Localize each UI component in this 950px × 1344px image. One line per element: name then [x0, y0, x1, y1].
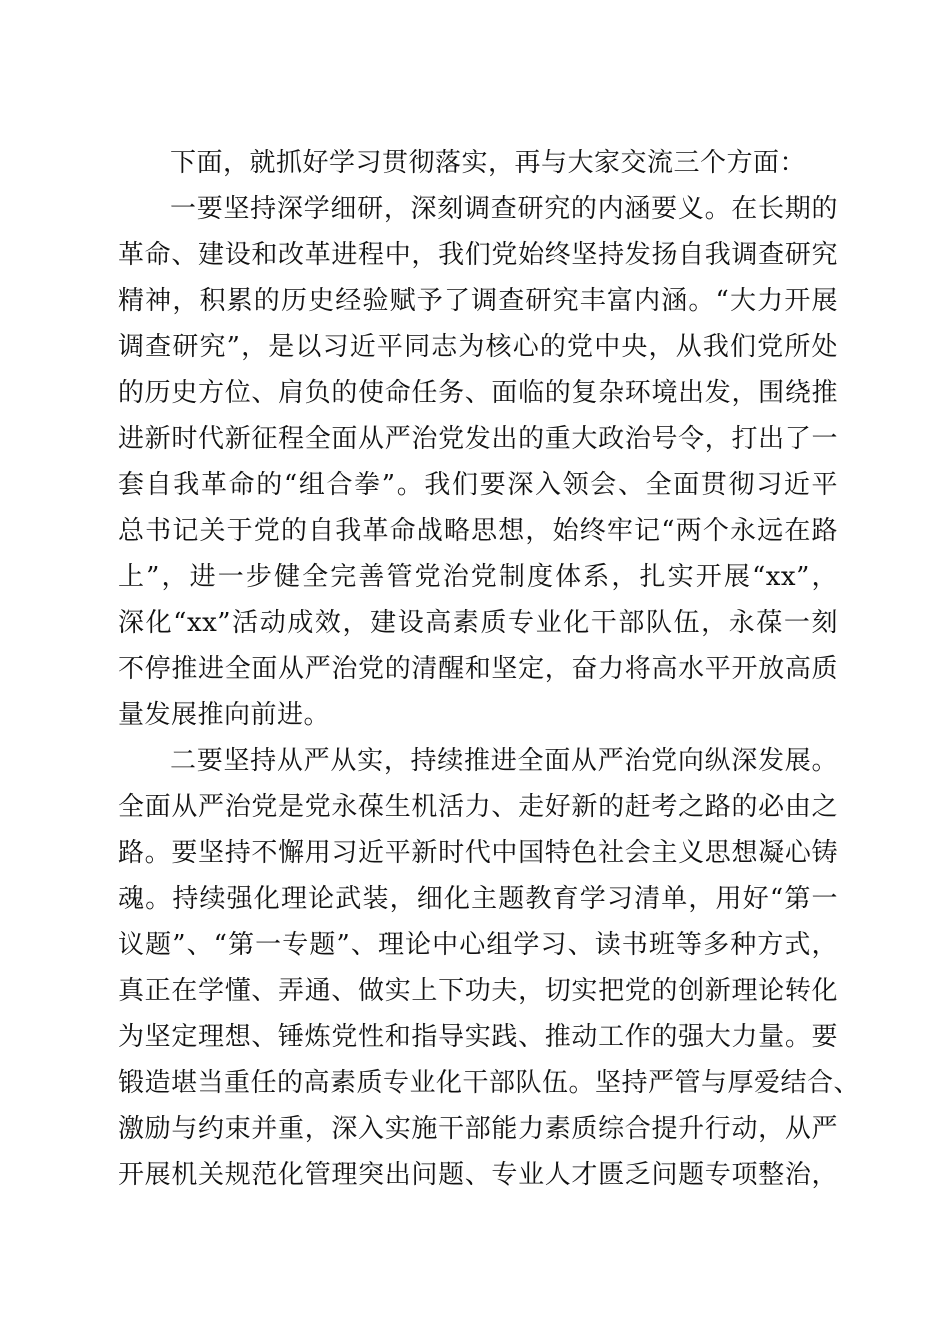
text-line-19: 真正在学懂、弄通、做实上下功夫，切实把党的创新理论转化 [118, 976, 838, 1006]
text-line-15: 全面从严治党是党永葆生机活力、走好新的赶考之路的必由之 [118, 792, 838, 822]
text-line-13: 量发展推向前进。 [118, 700, 331, 730]
text-line-4: 精神，积累的历史经验赋予了调查研究丰富内涵。“大力开展 [118, 286, 838, 316]
text-line-21: 锻造堪当重任的高素质专业化干部队伍。坚持严管与厚爱结合、 [118, 1068, 861, 1098]
text-line-23: 开展机关规范化管理突出问题、专业人才匮乏问题专项整治， [118, 1160, 838, 1190]
text-line-12: 不停推进全面从严治党的清醒和坚定，奋力将高水平开放高质 [118, 654, 838, 684]
text-line-5: 调查研究”，是以习近平同志为核心的党中央，从我们党所处 [118, 332, 838, 362]
text-line-7: 进新时代新征程全面从严治党发出的重大政治号令，打出了一 [118, 424, 838, 454]
text-line-14: 二要坚持从严从实，持续推进全面从严治党向纵深发展。 [170, 746, 838, 776]
text-line-18: 议题”、“第一专题”、理论中心组学习、读书班等多种方式， [118, 930, 838, 960]
text-line-16: 路。要坚持不懈用习近平新时代中国特色社会主义思想凝心铸 [118, 838, 838, 868]
text-line-20: 为坚定理想、锤炼党性和指导实践、推动工作的强大力量。要 [118, 1022, 838, 1052]
text-line-2: 一要坚持深学细研，深刻调查研究的内涵要义。在长期的 [170, 194, 838, 224]
text-line-22: 激励与约束并重，深入实施干部能力素质综合提升行动，从严 [118, 1114, 838, 1144]
text-line-9: 总书记关于党的自我革命战略思想，始终牢记“两个永远在路 [118, 516, 838, 546]
text-line-8: 套自我革命的“组合拳”。我们要深入领会、全面贯彻习近平 [118, 470, 838, 500]
text-line-17: 魂。持续强化理论武装，细化主题教育学习清单，用好“第一 [118, 884, 838, 914]
text-line-1: 下面，就抓好学习贯彻落实，再与大家交流三个方面： [170, 148, 807, 178]
text-line-10: 上”，进一步健全完善管党治党制度体系，扎实开展“xx”， [118, 562, 838, 592]
text-line-6: 的历史方位、肩负的使命任务、面临的复杂环境出发，围绕推 [118, 378, 838, 408]
text-line-3: 革命、建设和改革进程中，我们党始终坚持发扬自我调查研究 [118, 240, 838, 270]
text-line-11: 深化“xx”活动成效，建设高素质专业化干部队伍，永葆一刻 [118, 608, 838, 638]
